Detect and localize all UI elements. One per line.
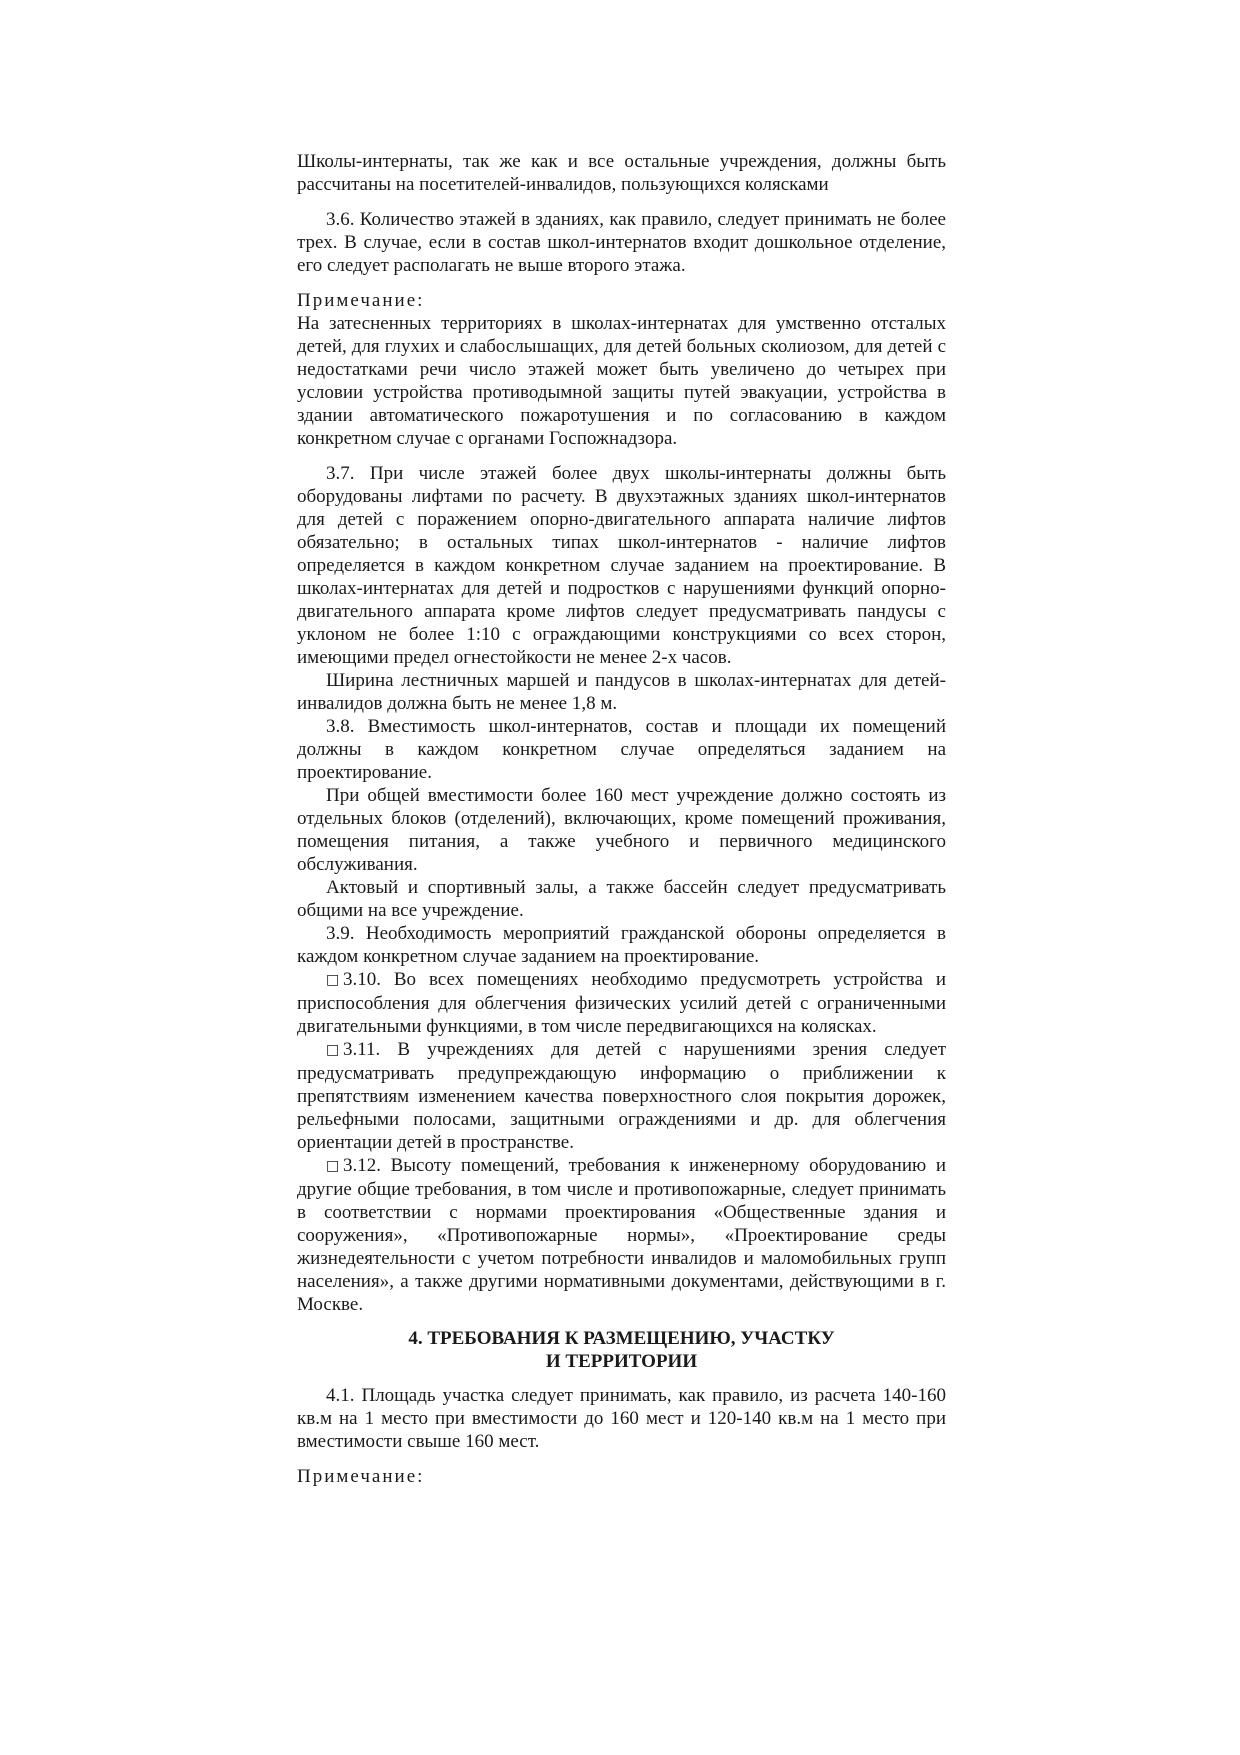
clause-3-8-halls: Актовый и спортивный залы, а также бассейн следует предусматривать общими на все учреждение. xyxy=(297,877,946,921)
note-label-1: Примечание: xyxy=(297,290,425,311)
clause-3-9: 3.9. Необходимость мероприятий гражданской обороны определяется в каждом конкретном случае заданием на проектирование. xyxy=(297,923,946,967)
clause-3-8: 3.8. Вместимость школ-интернатов, состав и площади их помещений должны в каждом конкретном случае определяться заданием на проектирование. xyxy=(297,716,946,783)
missing-glyph-box-icon: □ xyxy=(326,972,340,988)
missing-glyph-box-icon: □ xyxy=(326,1042,340,1058)
section-4-heading xyxy=(297,1327,946,1373)
missing-glyph-box-icon: □ xyxy=(326,1158,340,1174)
clause-3-7: 3.7. При числе этажей более двух школы-интернаты должны быть оборудованы лифтами по расчету. В двухэтажных зданиях школ-интернатов для детей с поражением опорно-двигательного аппарата наличие лифтов обязательно; в остальных типах школ-интернатов - наличие лифтов определяется в каждом конкретном случае заданием на проектирование. В школах-интернатах для детей и подростков с нарушениями функций опорно-двигательного аппарата кроме лифтов следует предусматривать пандусы с уклоном не более 1:10 с ограждающими конструкциями со всех сторон, имеющими предел огнестойкости не менее 2-х часов. xyxy=(297,463,946,668)
intro-paragraph: Школы-интернаты, так же как и все остальные учреждения, должны быть рассчитаны на посетителей-инвалидов, пользующихся колясками xyxy=(297,151,946,195)
clause-3-8-blocks: При общей вместимости более 160 мест учреждение должно состоять из отдельных блоков (отделений), включающих, кроме помещений проживания, помещения питания, а также учебного и первичного медицинского обслуживания. xyxy=(297,785,946,875)
section-4-heading-line2: И ТЕРРИТОРИИ xyxy=(545,1351,698,1372)
section-4-heading-line1: 4. ТРЕБОВАНИЯ К РАЗМЕЩЕНИЮ, УЧАСТКУ xyxy=(408,1328,835,1349)
clause-3-7-stair-width: Ширина лестничных маршей и пандусов в школах-интернатах для детей-инвалидов должна быть не менее 1,8 м. xyxy=(297,670,946,714)
note-text-1: На затесненных территориях в школах-интернатах для умственно отсталых детей, для глухих и слабослышащих, для детей больных сколиозом, для детей с недостатками речи число этажей может быть увеличено до четырех при условии устройства противодымной защиты путей эвакуации, устройства в здании автоматического пожаротушения и по согласованию в каждом конкретном случае с органами Госпожнадзора. xyxy=(297,313,946,449)
clause-3-10 xyxy=(297,968,946,1038)
note-label-2: Примечание: xyxy=(297,1466,425,1487)
clause-3-12-text: 3.12. Высоту помещений, требования к инженерному оборудованию и другие общие требования, в том числе и противопожарные, следует принимать в соответствии с нормами проектирования «Общественные здания и сооружения», «Противопожарные нормы», «Проектирование среды жизнедеятельности с учетом потребности инвалидов и маломобильных групп населения», а также другими нормативными документами, действующими в г. Москве. xyxy=(297,1155,946,1315)
clause-3-6: 3.6. Количество этажей в зданиях, как правило, следует принимать не более трех. В случае, если в состав школ-интернатов входит дошкольное отделение, его следует располагать не выше второго этажа. xyxy=(297,209,946,276)
document-page xyxy=(297,150,946,1488)
clause-3-10-text: 3.10. Во всех помещениях необходимо предусмотреть устройства и приспособления для облегчения физических усилий детей с ограниченными двигательными функциями, в том числе передвигающихся на колясках. xyxy=(297,969,946,1037)
clause-4-1: 4.1. Площадь участка следует принимать, как правило, из расчета 140-160 кв.м на 1 место при вместимости до 160 мест и 120-140 кв.м на 1 место при вместимости свыше 160 мест. xyxy=(297,1385,946,1452)
clause-3-11 xyxy=(297,1038,946,1154)
clause-3-11-text: 3.11. В учреждениях для детей с нарушениями зрения следует предусматривать предупреждающую информацию о приближении к препятствиям изменением качества поверхностного слоя покрытия дорожек, рельефными полосами, защитными ограждениями и др. для облегчения ориентации детей в пространстве. xyxy=(297,1039,946,1153)
clause-3-12 xyxy=(297,1154,946,1316)
